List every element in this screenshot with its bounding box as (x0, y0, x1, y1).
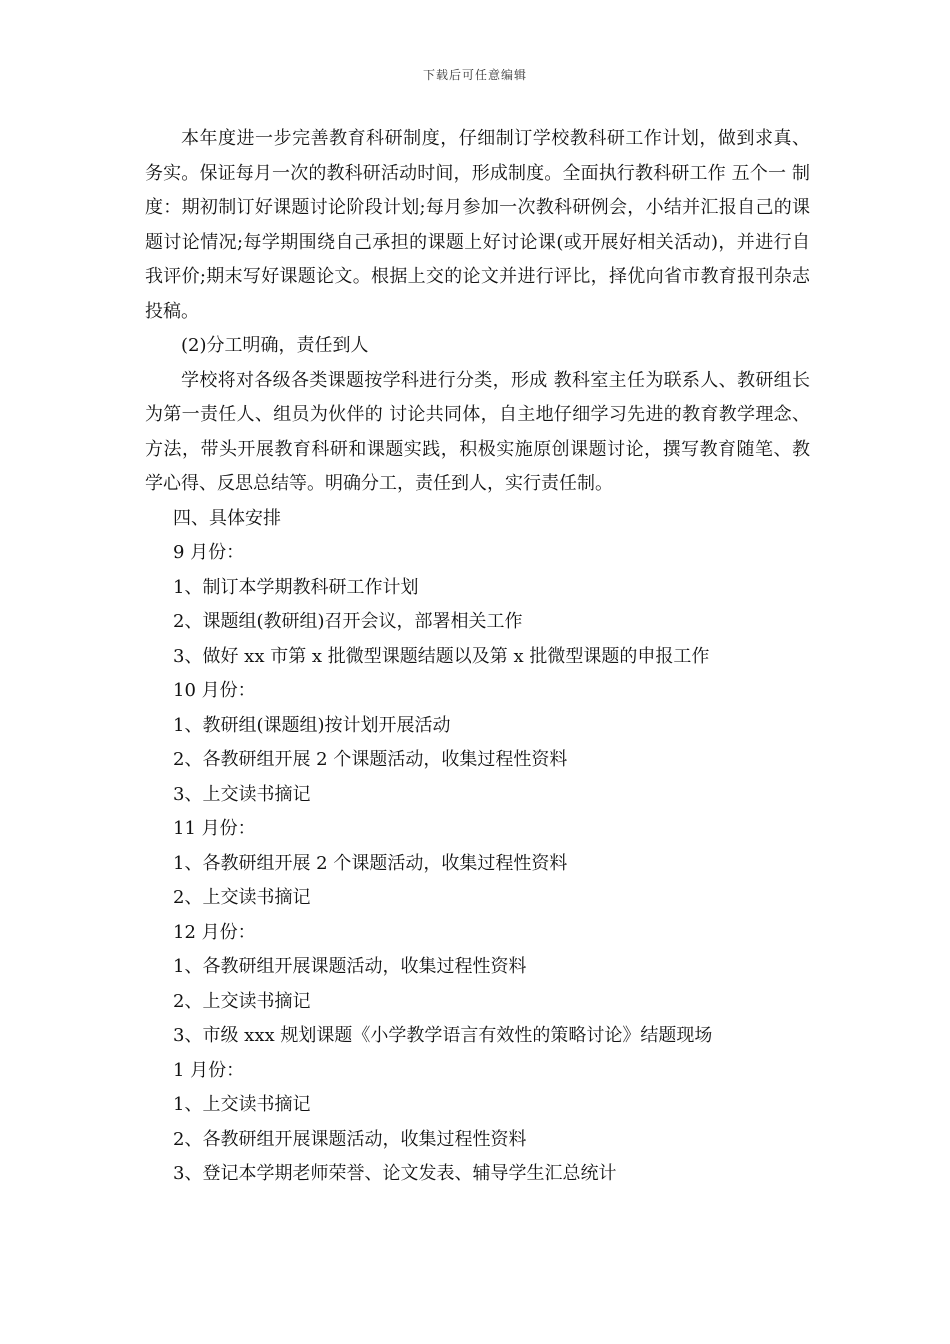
paragraph-research-system: 本年度进一步完善教育科研制度，仔细制订学校教科研工作计划，做到求真、务实。保证每月一次的教科研活动时间，形成制度。全面执行教科研工作 五个一 制度：期初制订好课题讨论阶段计划;每月参加一次教科研例会，小结并汇报自己的课题讨论情况;每学期围绕自己承担的课题上好讨论课(或开展好相关活动)，并进行自我评价;期末写好课题论文。根据上交的论文并进行评比，择优向省市教育报刊杂志投稿。 (145, 128, 810, 322)
list-item: 3、市级 xxx 规划课题《小学教学语言有效性的策略讨论》结题现场 (173, 1025, 713, 1046)
document-body (145, 122, 810, 1192)
list-item: 1、教研组(课题组)按计划开展活动 (173, 714, 451, 736)
month-heading: 9 月份： (173, 542, 245, 563)
list-item: 2、上交读书摘记 (173, 887, 311, 908)
month-heading: 10 月份： (173, 680, 256, 701)
list-item: 1、制订本学期教科研工作计划 (173, 576, 419, 598)
list-item: 1、上交读书摘记 (173, 1094, 311, 1115)
paragraph-division-heading: (2)分工明确，责任到人 (181, 335, 369, 356)
section-heading-schedule: 四、具体安排 (173, 507, 281, 529)
list-item: 3、登记本学期老师荣誉、论文发表、辅导学生汇总统计 (173, 1163, 617, 1184)
list-item: 1、各教研组开展课题活动，收集过程性资料 (173, 956, 527, 977)
list-item: 2、各教研组开展课题活动，收集过程性资料 (173, 1128, 527, 1150)
list-item: 2、课题组(教研组)召开会议，部署相关工作 (173, 611, 523, 632)
paragraph-research-community: 学校将对各级各类课题按学科进行分类，形成 教科室主任为联系人、教研组长为第一责任人、组员为伙伴的 讨论共同体，自主地仔细学习先进的教育教学理念、方法，带头开展教育科研和课题实践，积极实施原创课题讨论，撰写教育随笔、教学心得、反思总结等。明确分工，责任到人，实行责任制。 (145, 369, 810, 494)
month-heading: 11 月份： (173, 818, 256, 839)
list-item: 3、做好 xx 市第 x 批微型课题结题以及第 x 批微型课题的申报工作 (173, 645, 710, 667)
month-heading: 12 月份： (173, 921, 256, 943)
list-item: 2、上交读书摘记 (173, 990, 311, 1012)
page-header: 下载后可任意编辑 (422, 68, 527, 82)
list-item: 2、各教研组开展 2 个课题活动，收集过程性资料 (173, 749, 568, 770)
month-heading: 1 月份： (173, 1059, 245, 1081)
list-item: 1、各教研组开展 2 个课题活动，收集过程性资料 (173, 852, 568, 874)
list-item: 3、上交读书摘记 (173, 783, 311, 805)
